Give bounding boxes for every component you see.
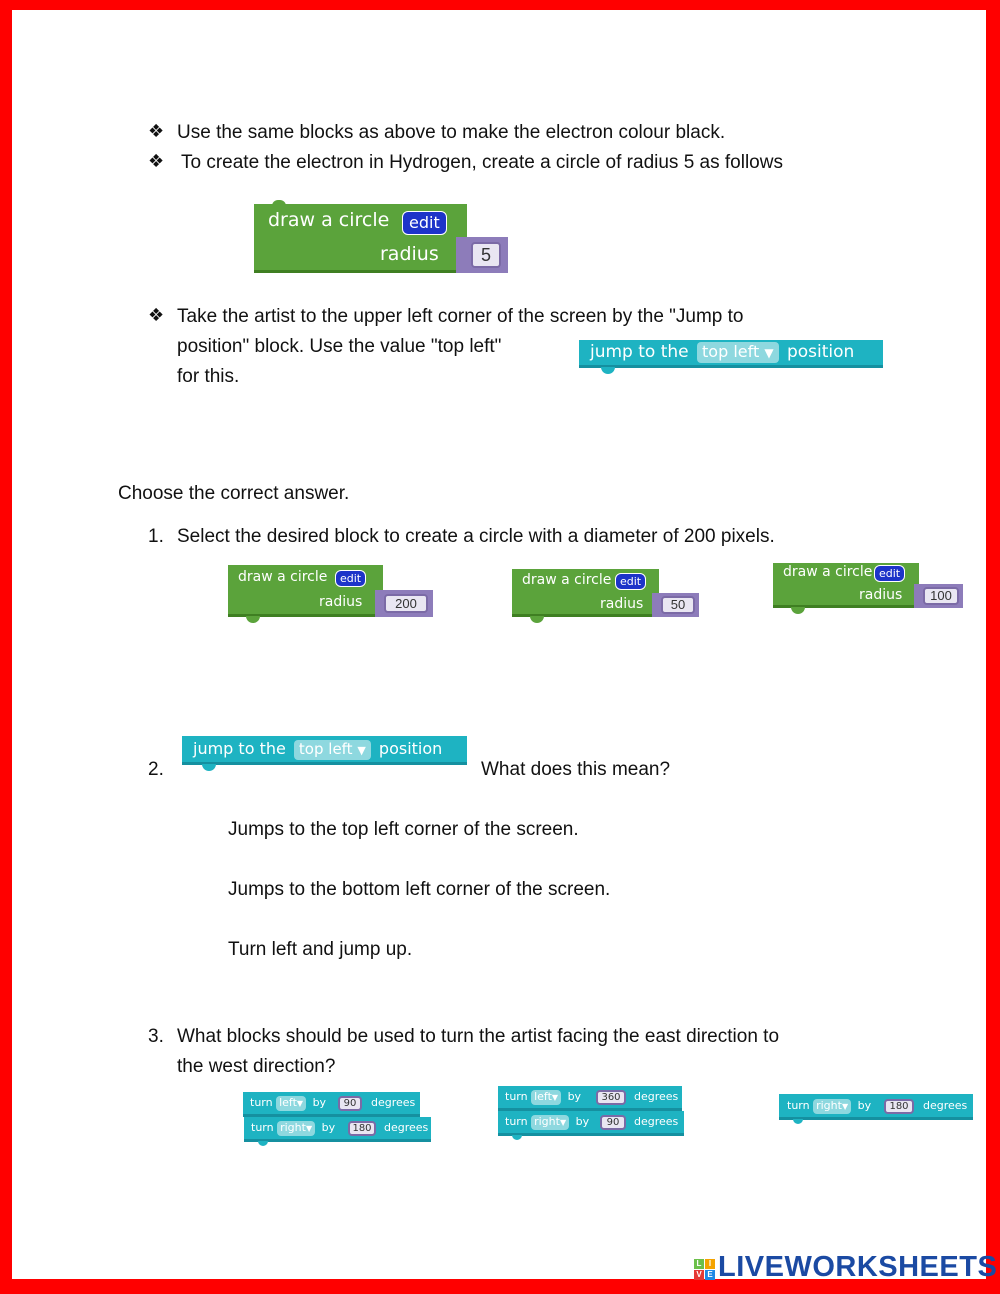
edit-button: edit <box>874 565 905 582</box>
block-notch <box>272 200 286 206</box>
turn-direction-dropdown <box>531 1090 561 1105</box>
jump-suffix: position <box>786 342 855 362</box>
jump-dropdown <box>697 342 779 363</box>
frame-left <box>0 0 12 1294</box>
turn-block <box>243 1092 420 1117</box>
q3-option-c[interactable] <box>779 1094 974 1124</box>
dropdown-arrow-icon: ▼ <box>559 1118 567 1127</box>
q1-number: 1. <box>148 526 164 547</box>
q1-text: Select the desired block to create a circle with a diameter of 200 pixels. <box>177 526 775 547</box>
block-notch <box>601 367 615 374</box>
bullet-icon: ❖ <box>148 305 165 326</box>
logo-letter: I <box>708 1259 712 1268</box>
by-label: by <box>321 1121 336 1134</box>
jump-dropdown-value: top left <box>702 342 760 361</box>
turn-direction-dropdown <box>277 1121 315 1136</box>
dropdown-arrow-icon: ▼ <box>551 1093 559 1102</box>
turn-label: turn <box>787 1099 810 1112</box>
bullet-text-3-line2: position" block. Use the value "top left" <box>177 336 502 357</box>
quiz-instruction: Choose the correct answer. <box>118 483 350 504</box>
radius-label: radius <box>600 596 644 612</box>
turn-direction-dropdown <box>813 1099 851 1114</box>
radius-value-box: 50 <box>661 596 695 614</box>
logo-square-i <box>705 1259 715 1269</box>
logo-letter: L <box>696 1259 702 1268</box>
turn-direction: right <box>534 1115 560 1128</box>
liveworksheets-logo-mark <box>694 1259 716 1281</box>
bullet-icon: ❖ <box>148 151 165 172</box>
q1-option-a[interactable] <box>228 565 383 617</box>
jump-prefix: jump to the <box>590 342 689 362</box>
turn-direction: left <box>279 1096 297 1109</box>
bullet-icon: ❖ <box>148 121 165 142</box>
logo-square-l <box>694 1259 704 1269</box>
dropdown-arrow-icon: ▼ <box>357 744 366 757</box>
degree-value-box: 360 <box>596 1090 626 1105</box>
degrees-label: degrees <box>384 1121 429 1134</box>
logo-square-v <box>694 1270 704 1280</box>
draw-circle-label: draw a circle <box>268 209 390 231</box>
turn-direction: left <box>534 1090 552 1103</box>
draw-circle-label: draw a circle <box>238 569 328 585</box>
radius-label: radius <box>319 594 363 610</box>
edit-button: edit <box>335 570 366 587</box>
by-label: by <box>312 1096 327 1109</box>
turn-direction-dropdown <box>276 1096 306 1111</box>
dropdown-arrow-icon: ▼ <box>305 1124 313 1133</box>
dropdown-arrow-icon: ▼ <box>764 346 774 360</box>
block-notch <box>791 607 805 614</box>
degree-value-box: 180 <box>884 1099 914 1114</box>
jump-prefix: jump to the <box>193 739 286 758</box>
turn-label: turn <box>505 1115 528 1128</box>
q3-option-b[interactable] <box>498 1086 688 1138</box>
radius-value-box: 100 <box>923 587 959 605</box>
degree-value-box: 180 <box>348 1121 376 1136</box>
turn-label: turn <box>250 1096 273 1109</box>
degrees-label: degrees <box>923 1099 968 1112</box>
block-notch <box>246 616 260 623</box>
q3-number: 3. <box>148 1026 164 1047</box>
radius-label: radius <box>380 243 439 265</box>
block-notch <box>512 1135 522 1140</box>
degrees-label: degrees <box>371 1096 416 1109</box>
degrees-label: degrees <box>634 1090 679 1103</box>
jump-block-example <box>579 340 883 368</box>
turn-block <box>498 1086 682 1111</box>
liveworksheets-logo-text: LIVEWORKSHEETS <box>718 1251 998 1283</box>
draw-circle-label: draw a circle <box>522 572 612 588</box>
degree-value-box: 90 <box>338 1096 362 1111</box>
draw-circle-label: draw a circle <box>783 564 873 580</box>
turn-direction-dropdown <box>531 1115 569 1130</box>
logo-square-e <box>705 1270 715 1280</box>
jump-dropdown <box>294 740 371 760</box>
block-notch <box>793 1119 803 1124</box>
turn-direction: right <box>280 1121 306 1134</box>
degrees-label: degrees <box>634 1115 679 1128</box>
q3-text-line1: What blocks should be used to turn the artist facing the east direction to <box>177 1026 780 1047</box>
block-notch <box>530 616 544 623</box>
by-label: by <box>567 1090 582 1103</box>
bullet-text-1: Use the same blocks as above to make the electron colour black. <box>177 122 726 143</box>
turn-block <box>244 1117 431 1142</box>
turn-block <box>779 1094 973 1120</box>
frame-right <box>986 0 1000 1294</box>
by-label: by <box>857 1099 872 1112</box>
q2-text: What does this mean? <box>481 759 671 780</box>
q2-jump-block <box>182 736 467 765</box>
by-label: by <box>575 1115 590 1128</box>
q3-text-line2: the west direction? <box>177 1056 336 1077</box>
radius-value-box: 5 <box>471 242 501 268</box>
turn-direction: right <box>816 1099 842 1112</box>
bullet-text-2: To create the electron in Hydrogen, create a circle of radius 5 as follows <box>181 152 783 173</box>
q1-option-b[interactable] <box>512 569 659 617</box>
edit-button: edit <box>615 573 646 590</box>
block-notch <box>258 1141 268 1146</box>
bullet-text-3-line3: for this. <box>177 366 240 387</box>
dropdown-arrow-icon: ▼ <box>296 1099 304 1108</box>
dropdown-arrow-icon: ▼ <box>841 1102 849 1111</box>
turn-block <box>498 1111 684 1136</box>
jump-dropdown-value: top left <box>298 740 353 758</box>
radius-value-box: 200 <box>384 594 428 613</box>
draw-circle-block-example <box>254 204 467 273</box>
logo-letter: E <box>707 1270 713 1279</box>
turn-label: turn <box>505 1090 528 1103</box>
logo-letter: V <box>696 1270 702 1279</box>
degree-value-box: 90 <box>600 1115 626 1130</box>
q2-option-c[interactable]: Turn left and jump up. <box>228 939 413 960</box>
jump-suffix: position <box>378 739 443 758</box>
radius-label: radius <box>859 587 903 603</box>
q3-option-a[interactable] <box>243 1092 433 1144</box>
edit-button: edit <box>402 211 447 235</box>
turn-label: turn <box>251 1121 274 1134</box>
q1-option-c[interactable] <box>773 563 919 608</box>
block-notch <box>202 764 216 771</box>
q2-option-b[interactable]: Jumps to the bottom left corner of the screen. <box>228 879 611 900</box>
q2-number: 2. <box>148 759 164 780</box>
bullet-text-3-line1: Take the artist to the upper left corner of the screen by the "Jump to <box>177 306 744 327</box>
frame-top <box>0 0 1000 10</box>
q2-option-a[interactable]: Jumps to the top left corner of the screen. <box>228 819 579 840</box>
